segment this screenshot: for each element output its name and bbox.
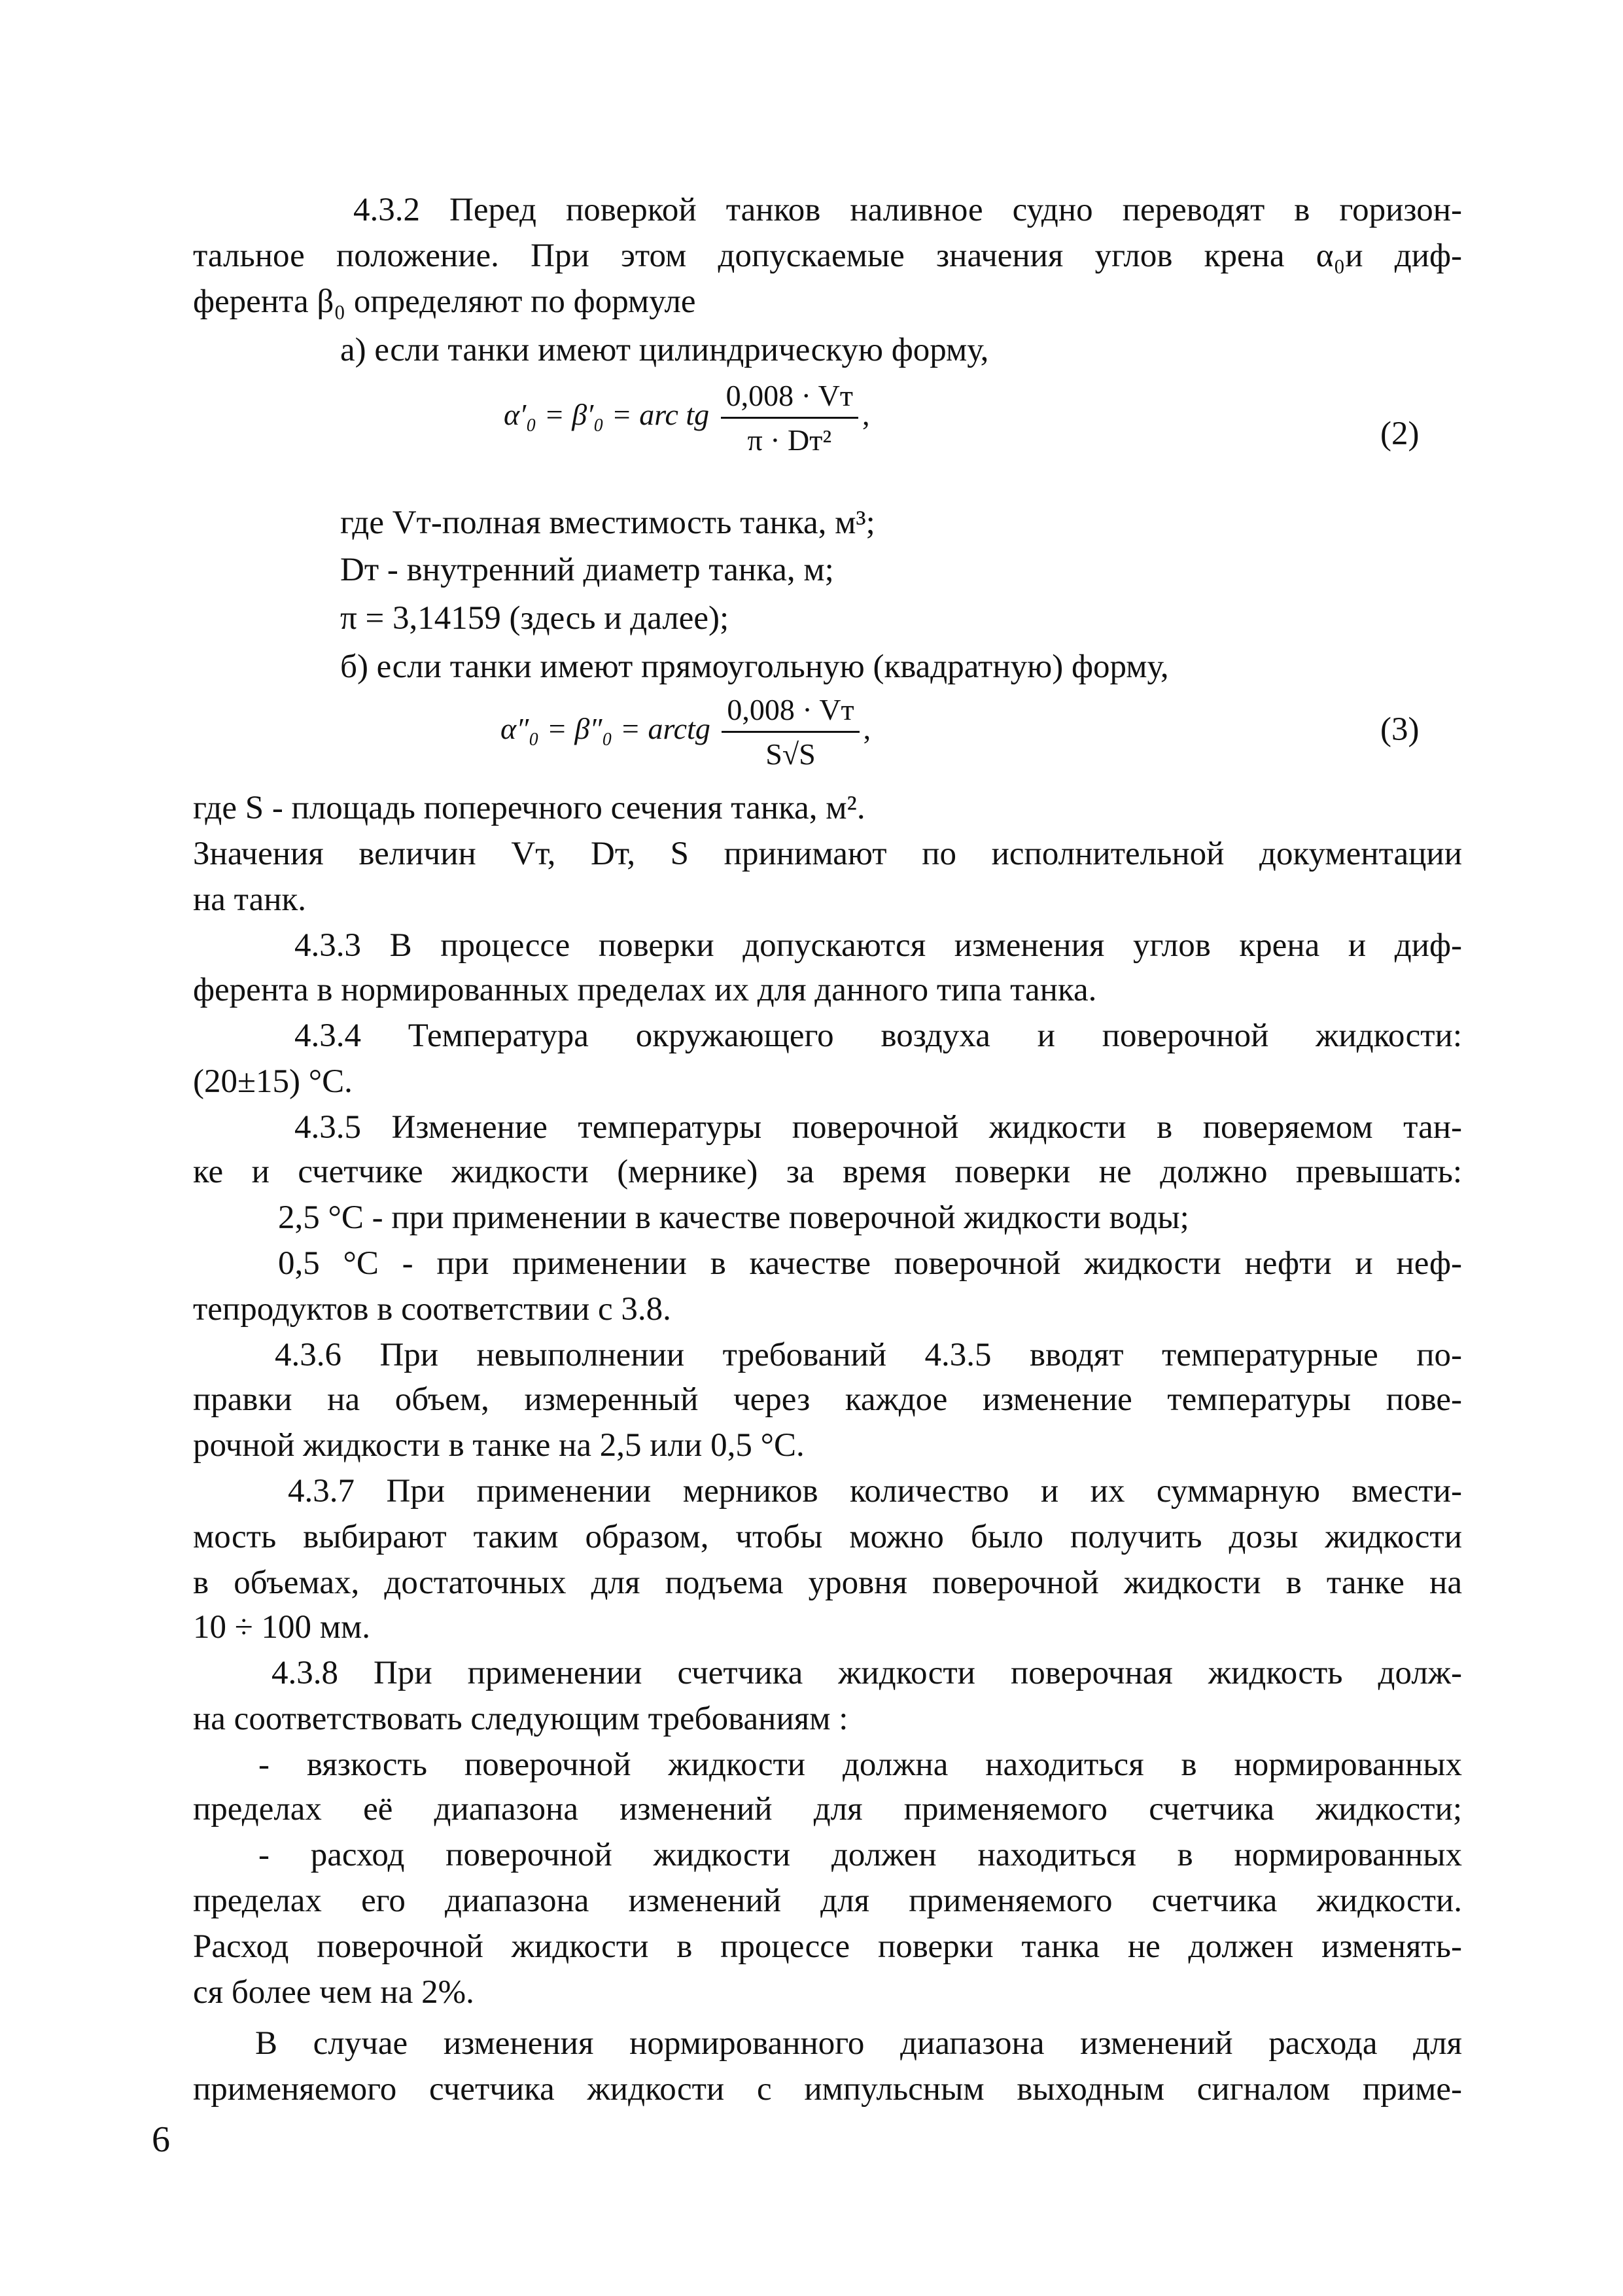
page-number: 6 (152, 2119, 170, 2160)
equation-number-3: (3) (1380, 711, 1420, 748)
text-line: 4.3.6 При невыполнении требований 4.3.5 вводят температурные по- (275, 1337, 1462, 1373)
formula-3-lhs: α″₀ = β″₀ = arctg (500, 712, 710, 746)
formula-3-tail: , (863, 712, 871, 746)
text-line: применяемого счетчика жидкости с импульсным выходным сигналом приме- (193, 2071, 1462, 2108)
formula-2-numerator: 0,008 · Vт (721, 378, 858, 419)
text-line: 10 ÷ 100 мм. (193, 1609, 371, 1646)
text-line: 4.3.4 Температура окружающего воздуха и поверочной жидкости: (294, 1017, 1462, 1054)
text-line: Расход поверочной жидкости в процессе поверки танка не должен изменять- (193, 1928, 1462, 1965)
formula-2-tail: , (862, 398, 870, 432)
text-line: - вязкость поверочной жидкости должна находиться в нормированных (258, 1746, 1462, 1783)
text-line: пределах его диапазона изменений для применяемого счетчика жидкости. (193, 1882, 1462, 1919)
text-line: правки на объем, измеренный через каждое изменение температуры пове- (193, 1381, 1462, 1418)
formula-2-fraction (721, 378, 858, 457)
formula-3-numerator: 0,008 · Vт (722, 692, 859, 733)
text-line: 4.3.7 При применении мерников количество и их суммарную вмести- (288, 1473, 1462, 1510)
formula-3 (500, 692, 871, 771)
text-line: 4.3.8 При применении счетчика жидкости поверочная жидкость долж- (271, 1655, 1462, 1691)
text-line: где Vт-полная вместимость танка, м³; (340, 504, 875, 541)
text-line: на танк. (193, 881, 307, 918)
text-line: - расход поверочной жидкости должен находиться в нормированных (258, 1837, 1462, 1873)
text-line: тепродуктов в соответствии с 3.8. (193, 1291, 671, 1328)
text-line: Значения величин Vт, Dт, S принимают по исполнительной документации (193, 836, 1462, 872)
text-line: ке и счетчике жидкости (мернике) за время поверки не должно превышать: (193, 1154, 1462, 1190)
text-line: 4.3.2 Перед поверкой танков наливное судно переводят в горизон- (353, 192, 1462, 228)
text-line: 0,5 °С - при применении в качестве поверочной жидкости нефти и неф- (278, 1245, 1462, 1282)
text-line: в объемах, достаточных для подъема уровня поверочной жидкости в танке на (193, 1564, 1462, 1601)
text-line: где S - площадь поперечного сечения танка, м². (193, 790, 865, 826)
text-line: 4.3.3 В процессе поверки допускаются изменения углов крена и диф- (294, 927, 1462, 964)
formula-3-fraction (722, 692, 859, 771)
text-line: π = 3,14159 (здесь и далее); (340, 600, 729, 637)
text-line: ферента β₀ определяют по формуле (193, 283, 696, 320)
text-line: Dт - внутренний диаметр танка, м; (340, 552, 834, 588)
text-line: (20±15) °С. (193, 1063, 353, 1100)
text-line: на соответствовать следующим требованиям : (193, 1701, 848, 1737)
text-line: тальное положение. При этом допускаемые значения углов крена α₀и диф- (193, 238, 1462, 274)
text-line: б) если танки имеют прямоугольную (квадратную) форму, (340, 648, 1169, 685)
text-line: ся более чем на 2%. (193, 1974, 474, 2011)
text-line: 4.3.5 Изменение температуры поверочной жидкости в поверяемом тан- (294, 1109, 1462, 1146)
text-line: ферента в нормированных пределах их для данного типа танка. (193, 972, 1097, 1008)
text-line: мость выбирают таким образом, чтобы можно было получить дозы жидкости (193, 1519, 1462, 1555)
text-line: 2,5 °С - при применении в качестве поверочной жидкости воды; (278, 1199, 1189, 1236)
text-line: рочной жидкости в танке на 2,5 или 0,5 °С. (193, 1427, 805, 1464)
formula-2-denominator: π · Dт² (747, 423, 832, 457)
text-line: В случае изменения нормированного диапазона изменений расхода для (255, 2025, 1462, 2062)
formula-3-denominator: S√S (765, 737, 816, 771)
text-line: а) если танки имеют цилиндрическую форму, (340, 332, 989, 368)
equation-number-2: (2) (1380, 415, 1420, 452)
formula-2-lhs: α′₀ = β′₀ = arc tg (504, 398, 710, 432)
formula-2 (504, 378, 869, 457)
text-line: пределах её диапазона изменений для применяемого счетчика жидкости; (193, 1791, 1462, 1828)
